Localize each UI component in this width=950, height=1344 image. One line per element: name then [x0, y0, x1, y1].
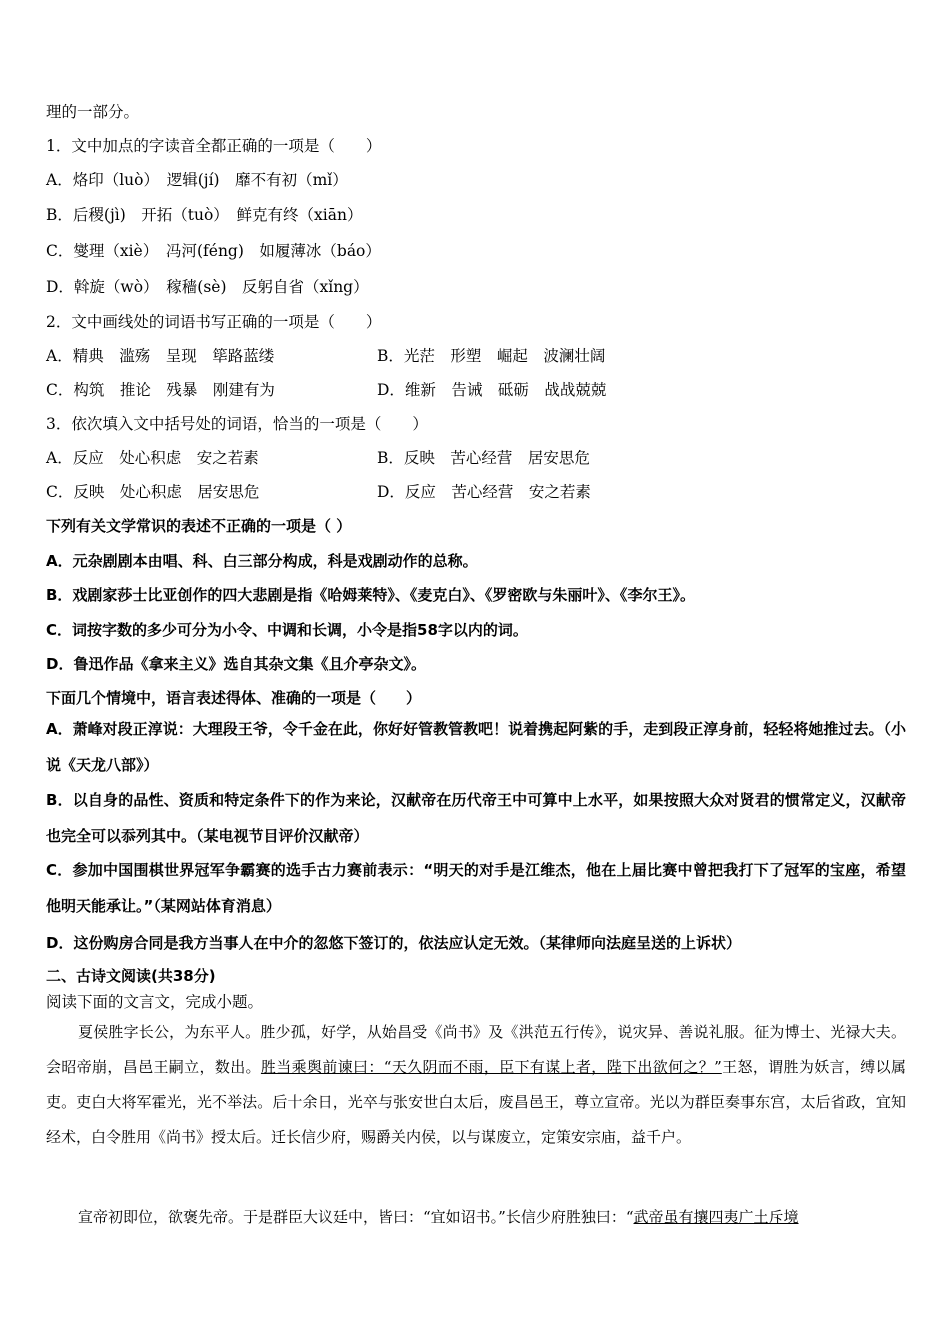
literature-option-b: B．戏剧家莎士比亚创作的四大悲剧是指《哈姆莱特》、《麦克白》、《罗密欧与朱丽叶》、《李尔王》。: [46, 586, 695, 604]
passage-text: 夏侯胜字长公，为东平人。胜少孤，好学，从始昌受《尚书》及《洪范五行传》，说灾异、善说礼服。征为博士、光禄大夫。会昭帝崩，昌邑王嗣立，数出。: [46, 1023, 906, 1076]
classical-passage-paragraph-2: [46, 1200, 906, 1235]
question-1-option-b: B．后稷(jì) 开拓（tuò） 鲜克有终（xiān）: [46, 206, 363, 224]
question-1-option-a: A．烙印（luò） 逻辑(jí) 靡不有初（mǐ）: [46, 171, 348, 189]
section-2-instruction: 阅读下面的文言文，完成小题。: [46, 993, 264, 1011]
classical-passage-paragraph-1: [46, 1015, 906, 1155]
question-3: 3．依次填入文中括号处的词语，恰当的一项是（ ）: [46, 415, 428, 433]
question-2-option-b: B．光茫 形塑 崛起 波澜壮阔: [377, 347, 606, 365]
question-1-option-d: D．斡旋（wò） 稼穑(sè) 反躬自省（xǐng）: [46, 278, 369, 296]
underlined-sentence: 武帝虽有攘四夷广土斥境: [633, 1208, 799, 1226]
language-option-b: B．以自身的品性、资质和特定条件下的作为来论，汉献帝在历代帝王中可算中上水平，如果按照大众对贤君的惯常定义，汉献帝也完全可以忝列其中。（某电视节目评价汉献帝）: [46, 791, 906, 845]
literature-option-d: D．鲁迅作品《拿来主义》选自其杂文集《且介亭杂文》。: [46, 655, 426, 673]
question-2-option-a: A．精典 滥殇 呈现 筚路蓝缕: [46, 347, 275, 365]
literature-question: 下列有关文学常识的表述不正确的一项是（ ）: [46, 517, 352, 535]
question-3-option-a: A．反应 处心积虑 安之若素: [46, 449, 259, 467]
language-option-c: C．参加中国围棋世界冠军争霸赛的选手古力赛前表示：“明天的对手是江维杰，他在上届比赛中曾把我打下了冠军的宝座，希望他明天能承让。”（某网站体育消息）: [46, 861, 906, 915]
literature-option-a: A．元杂剧剧本由唱、科、白三部分构成，科是戏剧动作的总称。: [46, 552, 478, 570]
language-question: 下面几个情境中，语言表述得体、准确的一项是（ ）: [46, 689, 422, 707]
question-3-option-c: C．反映 处心积虑 居安思危: [46, 483, 260, 501]
language-option-a: A．萧峰对段正淳说：大理段王爷，令千金在此，你好好管教管教吧！说着携起阿紫的手，走到段正淳身前，轻轻将她推过去。（小说《天龙八部》）: [46, 720, 906, 774]
question-1: 1．文中加点的字读音全都正确的一项是（ ）: [46, 137, 382, 155]
language-option-d: D．这份购房合同是我方当事人在中介的忽悠下签订的，依法应认定无效。（某律师向法庭呈送的上诉状）: [46, 934, 741, 952]
question-2: 2．文中画线处的词语书写正确的一项是（ ）: [46, 313, 382, 331]
passage-text: 宣帝初即位，欲褒先帝。于是群臣大议廷中，皆曰：“宜如诏书。”长信少府胜独曰：“: [78, 1208, 634, 1226]
question-3-option-d: D．反应 苦心经营 安之若素: [377, 483, 591, 501]
question-1-option-c: C．燮理（xiè） 冯河(féng) 如履薄冰（báo）: [46, 242, 381, 260]
question-2-option-c: C．构筑 推论 残暴 刚建有为: [46, 381, 275, 399]
underlined-sentence: 胜当乘舆前谏曰：“天久阴而不雨，臣下有谋上者，陛下出欲何之？”: [260, 1058, 722, 1076]
section-2-heading: 二、古诗文阅读(共38分): [46, 967, 216, 985]
question-2-option-d: D．维新 告诫 砥砺 战战兢兢: [377, 381, 607, 399]
passage-text: 王怒，谓胜为妖言，缚以属吏。吏白大将军霍光，光不举法。后十余日，光卒与张安世白太后，废昌邑王，尊立宣帝。光以为群臣奏事东宫，太后省政，宜知经术，白令胜用《尚书》授太后。迁长信少府，赐爵关内侯，以与谋废立，定策安宗庙，益千户。: [46, 1058, 906, 1146]
intro-tail: 理的一部分。: [46, 103, 140, 121]
question-3-option-b: B．反映 苦心经营 居安思危: [377, 449, 590, 467]
literature-option-c: C．词按字数的多少可分为小令、中调和长调，小令是指58字以内的词。: [46, 621, 528, 639]
